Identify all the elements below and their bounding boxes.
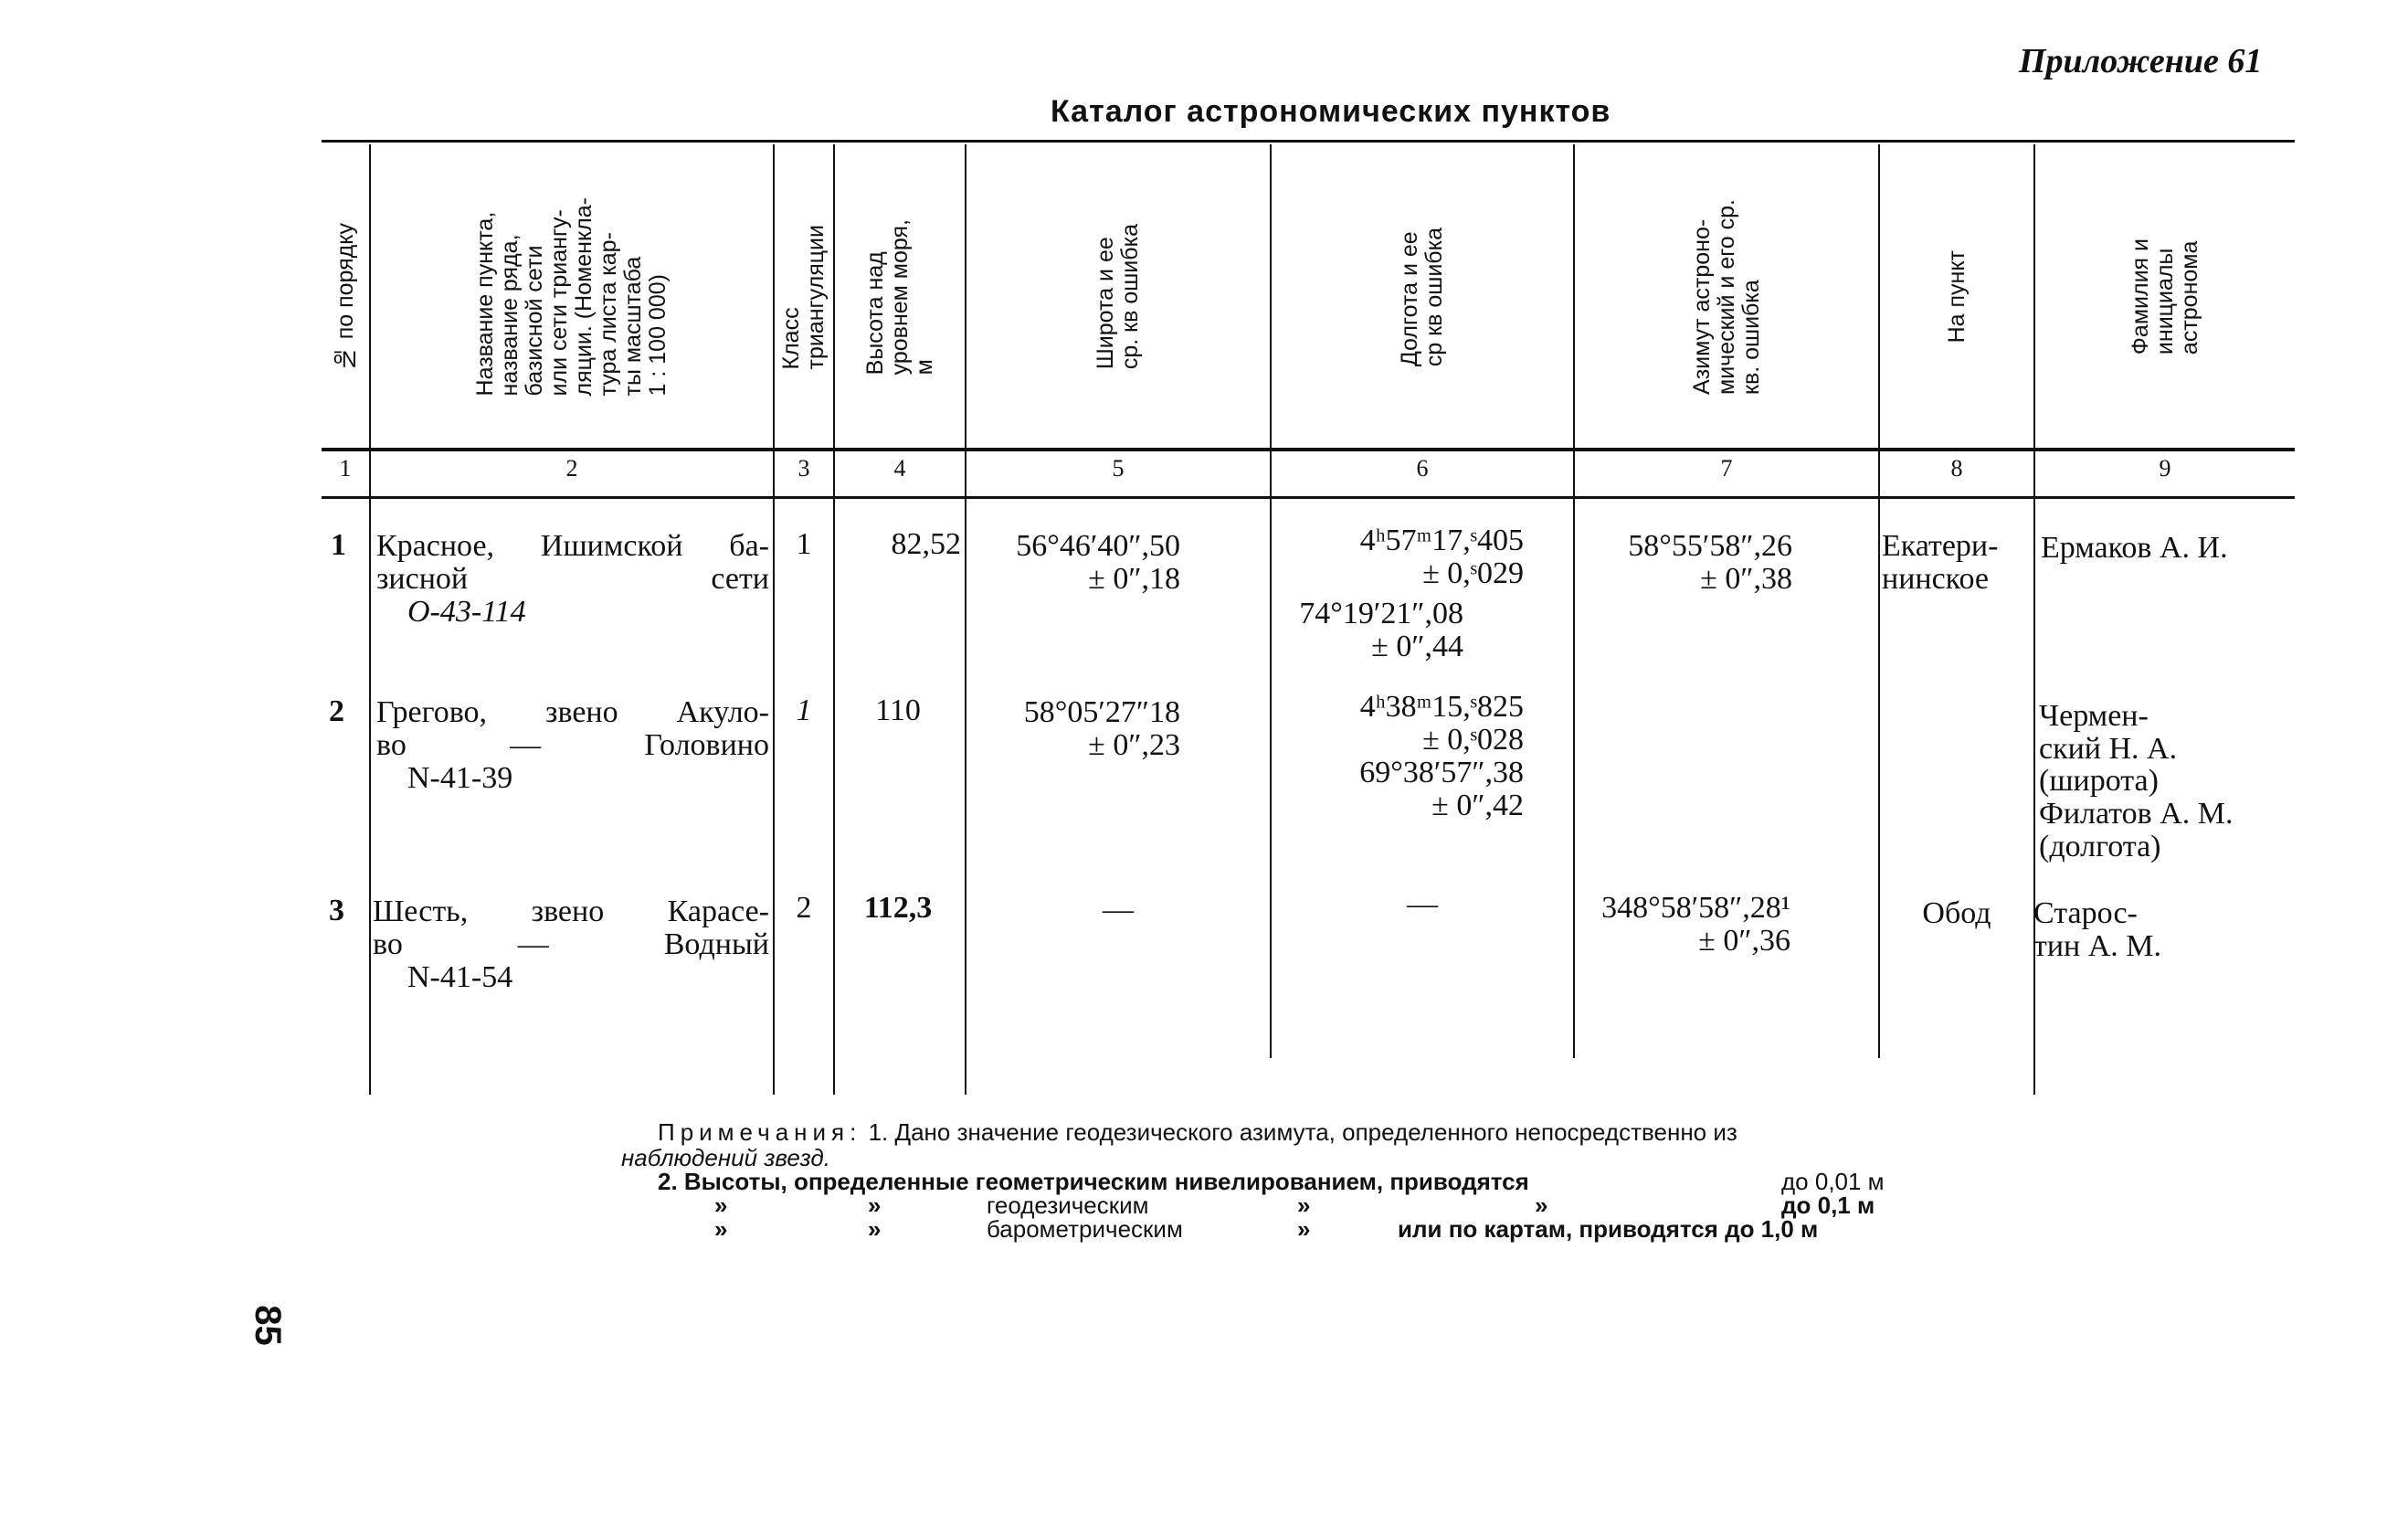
header-col-8: На пункт — [1943, 250, 1970, 344]
header-col-2: Название пункта, название ряда, базисной сети или сети триангу- ляции. (Номенкла- тура листа кар- ты масштаба 1 : 100 000) — [472, 197, 671, 397]
colnum-3: 3 — [797, 455, 810, 482]
row-1-sheet: О-43-114 — [407, 595, 526, 629]
row-1-latitude: 56°46′40″,50 ± 0″,18 — [1016, 529, 1180, 596]
note-2c-quote-1: » — [714, 1215, 728, 1243]
note-2b-value: до 0,1 м — [1781, 1191, 1875, 1219]
colnum-1: 1 — [339, 455, 352, 482]
table-top-rule — [322, 140, 2295, 143]
header-col-3: Класс триангуляции — [778, 224, 829, 370]
note-2b-quote-4: » — [1535, 1191, 1548, 1219]
header-col-9: Фамилия и инициалы астронома — [2127, 238, 2202, 355]
row-3-to-point: Обод — [1922, 896, 1991, 930]
row-3-latitude: — — [1103, 893, 1134, 927]
row-3-height: 112,3 — [863, 891, 933, 925]
row-3-number: 3 — [329, 894, 344, 927]
note-2b-quote-1: » — [714, 1191, 728, 1219]
note-2c-method: барометрическим — [987, 1215, 1183, 1243]
row-2-number: 2 — [329, 694, 344, 728]
notes-label: Примечания: — [658, 1118, 862, 1146]
row-2-latitude: 58°05′27″18 ± 0″,23 — [1023, 695, 1180, 762]
header-col-5: Широта и ее ср. кв ошибка — [1093, 224, 1143, 370]
row-1-astronomer: Ермаков А. И. — [2041, 531, 2228, 565]
page-number: 85 — [247, 1305, 288, 1346]
colnum-2: 2 — [565, 455, 578, 482]
note-2b-quote-3: » — [1297, 1191, 1311, 1219]
note-2c-quote-3: » — [1297, 1215, 1311, 1243]
header-col-1: № по порядку — [332, 222, 358, 372]
row-3-azimuth: 348°58′58″,28¹ ± 0″,36 — [1601, 891, 1790, 958]
colnum-8: 8 — [1950, 455, 1963, 482]
note-1a: 1. Дано значение геодезического азимута, определенного непосредственно из — [868, 1118, 1737, 1146]
table-title: Каталог астрономических пунктов — [1051, 94, 1611, 129]
row-2-longitude-deg: 69°38′57″,38 ± 0″,42 — [1359, 756, 1524, 822]
row-3-name: Шесть, звено Карасе- во — Водный — [373, 895, 769, 961]
row-2-height: 110 — [875, 694, 921, 727]
row-2-name: Грегово, звено Акуло- во — Головино — [376, 695, 769, 762]
appendix-label: Приложение 61 — [2019, 42, 2263, 80]
row-2-astronomer: Чермен- ский Н. А. (широта) Филатов А. М. (долгота) — [2039, 699, 2234, 863]
row-3-sheet: N-41-54 — [407, 960, 513, 994]
note-2a: 2. Высоты, определенные геометрическим нивелированием, приводятся — [658, 1168, 1529, 1195]
row-1-azimuth: 58°55′58″,26 ± 0″,38 — [1628, 529, 1792, 596]
header-col-7: Азимут астроно- мический и его ср. кв. ошибка — [1688, 199, 1764, 395]
row-1-class: 1 — [796, 527, 812, 561]
colnum-6: 6 — [1416, 455, 1429, 482]
note-2b-method: геодезическим — [987, 1191, 1149, 1219]
row-1-longitude-time: 4ʰ57ᵐ17,ˢ405 ± 0,ˢ029 — [1359, 524, 1524, 590]
note-2b-quote-2: » — [868, 1191, 882, 1219]
colnum-7: 7 — [1720, 455, 1733, 482]
colnum-9: 9 — [2159, 455, 2171, 482]
row-1-longitude-deg: 74°19′21″,08 ± 0″,44 — [1299, 597, 1463, 663]
colnum-5: 5 — [1112, 455, 1125, 482]
row-1-number: 1 — [331, 528, 346, 562]
header-bottom-rule — [322, 448, 2295, 451]
note-1b: наблюдений звезд. — [621, 1144, 830, 1171]
row-1-name: Красное, Ишимской ба- зисной сети — [376, 529, 769, 596]
note-2c-end: или по картам, приводятся до 1,0 м — [1398, 1215, 1819, 1243]
row-1-to-point: Екатери- нинское — [1882, 529, 1999, 596]
row-3-astronomer: Старос- тин А. М. — [2033, 896, 2162, 963]
row-2-class: 1 — [796, 694, 812, 727]
header-col-6: Долгота и ее ср кв ошибка — [1397, 227, 1447, 367]
colnum-bottom-rule — [322, 496, 2295, 499]
note-2c-quote-2: » — [868, 1215, 882, 1243]
note-2a-value: до 0,01 м — [1781, 1168, 1885, 1195]
header-col-4: Высота над уровнем моря, м — [861, 218, 937, 376]
row-3-longitude-time: — — [1407, 887, 1438, 921]
row-3-class: 2 — [796, 891, 812, 925]
row-2-sheet: N-41-39 — [407, 761, 513, 795]
colnum-4: 4 — [893, 455, 906, 482]
row-1-height: 82,52 — [891, 527, 961, 561]
row-2-longitude-time: 4ʰ38ᵐ15,ˢ825 ± 0,ˢ028 — [1359, 690, 1524, 757]
